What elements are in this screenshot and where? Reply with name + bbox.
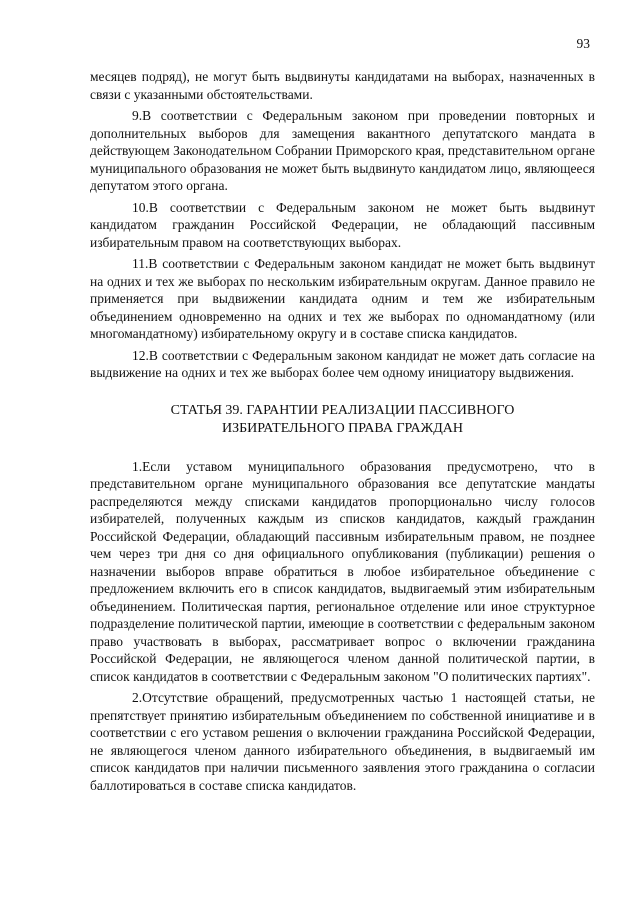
article-paragraph-1: 1.Если уставом муниципального образования предусмотрено, что в представительном органе муниципального образования все депутатские мандаты распределяются между списками кандидатов пропорционально числу голосов избирателей, полученных каждым из списков кандидатов, каждый гражданин Российской Федерации, обладающий пассивным избирательным правом, не позднее чем через три дня со дня официального опубликования (публикации) решения о назначении выборов вправе обратиться в любое избирательное объединение с предложением включить его в список кандидатов, выдвигаемый этим избирательным объединением. Политическая партия, региональное отделение или иное структурное подразделение политической партии, имеющие в соответствии с федеральным законом право участвовать в выборах, рассматривает вопрос о включении гражданина Российской Федерации, не являющегося членом данной политической партии, в список кандидатов в соответствии с Федеральным законом "О политических партиях". — [90, 458, 595, 684]
paragraph-item-9: 9.В соответствии с Федеральным законом при проведении повторных и дополнительных выборов для замещения вакантного депутатского мандата в действующем Законодательном Собрании Приморского края, представительном органе муниципального образования не может быть выдвинуто кандидатом лицо, являющееся депутатом этого органа. — [90, 108, 595, 193]
paragraph-item-12: 12.В соответствии с Федеральным законом кандидат не может дать согласие на выдвижение на одних и тех же выборах более чем одному инициатору выдвижения. — [90, 347, 595, 380]
page-content — [90, 68, 595, 798]
article-heading-line2: ИЗБИРАТЕЛЬНОГО ПРАВА ГРАЖДАН — [222, 420, 463, 436]
paragraph-item-10: 10.В соответствии с Федеральным законом не может быть выдвинут кандидатом гражданин Российской Федерации, не обладающий пассивным избирательным правом на соответствующих выборах. — [90, 199, 595, 250]
page-number: 93 — [576, 36, 590, 51]
paragraph-item-11: 11.В соответствии с Федеральным законом кандидат не может быть выдвинут на одних и тех же выборах по нескольким избирательным округам. Данное правило не применяется при выдвижении кандидата одним и тем же избирательным объединением одновременно на одних и тех же выборах по одномандатному (или многомандатному) избирательному округу и в составе списка кандидатов. — [90, 256, 595, 341]
paragraph-continuation: месяцев подряд), не могут быть выдвинуты кандидатами на выборах, назначенных в связи с указанными обстоятельствами. — [90, 69, 595, 102]
article-heading-line1: СТАТЬЯ 39. ГАРАНТИИ РЕАЛИЗАЦИИ ПАССИВНОГО — [170, 402, 515, 418]
article-paragraph-2: 2.Отсутствие обращений, предусмотренных частью 1 настоящей статьи, не препятствует принятию избирательным объединением по собственной инициативе и в соответствии с его уставом решения о включении гражданина Российской Федерации, не являющегося членом данного избирательного объединения, в выдвигаемый им список кандидатов при наличии письменного заявления этого гражданина о согласии баллотироваться в составе списка кандидатов. — [90, 690, 595, 793]
article-heading — [90, 402, 595, 438]
